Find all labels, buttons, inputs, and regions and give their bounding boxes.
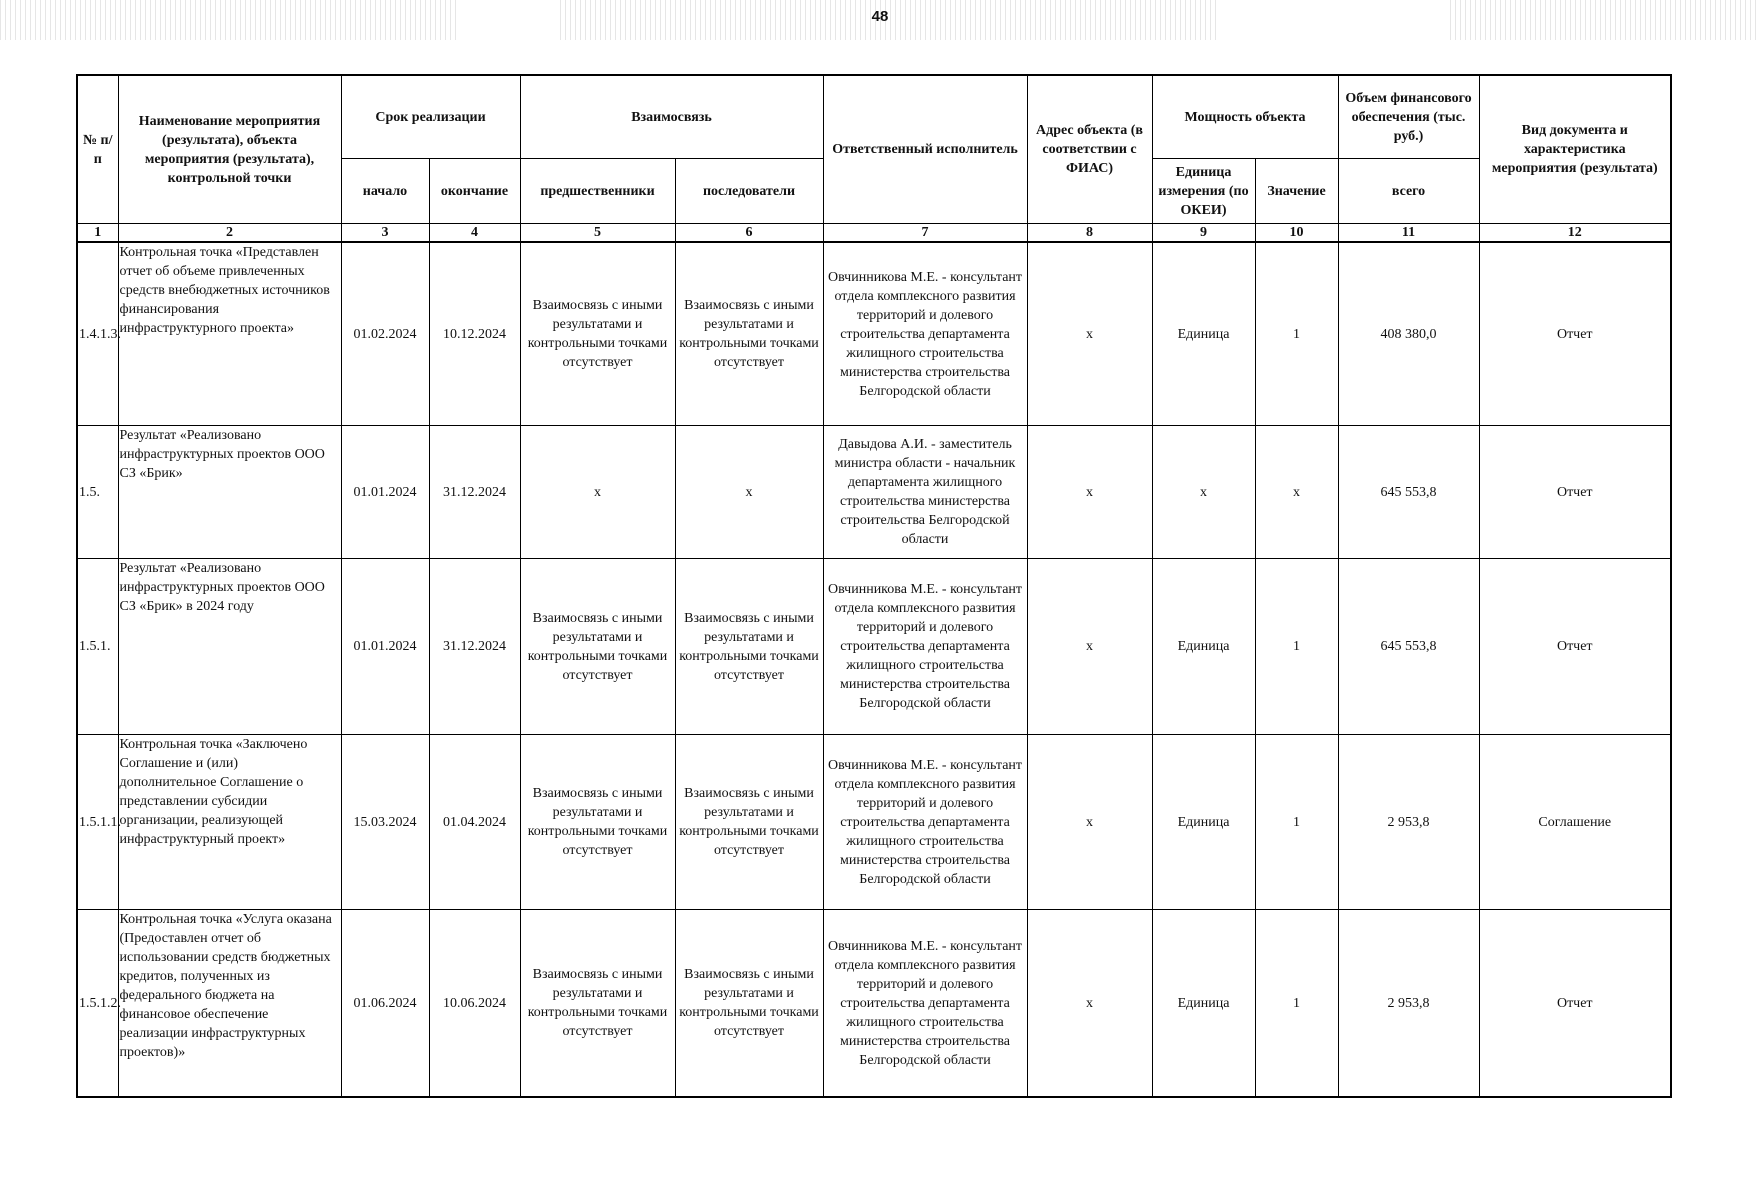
row-name: Результат «Реализовано инфраструктурных проектов ООО СЗ «Брик» — [118, 426, 341, 559]
table-row — [77, 910, 1671, 1098]
row-unit: Единица — [1152, 735, 1255, 910]
header-capacity: Мощность объекта — [1152, 75, 1338, 159]
col-number: 2 — [118, 224, 341, 243]
row-start: 01.01.2024 — [341, 559, 429, 735]
header-finance: Объем финансового обеспечения (тыс. руб.) — [1338, 75, 1479, 159]
row-value: х — [1255, 426, 1338, 559]
row-total: 645 553,8 — [1338, 559, 1479, 735]
table-row — [77, 559, 1671, 735]
col-number: 11 — [1338, 224, 1479, 243]
header-end: окончание — [429, 159, 520, 224]
table-row — [77, 426, 1671, 559]
row-total: 408 380,0 — [1338, 242, 1479, 426]
row-unit: Единица — [1152, 242, 1255, 426]
row-successors: Взаимосвязь с иными результатами и контрольными точками отсутствует — [675, 910, 823, 1098]
col-number: 7 — [823, 224, 1027, 243]
header-value: Значение — [1255, 159, 1338, 224]
row-responsible: Овчинникова М.Е. - консультант отдела комплексного развития территорий и долевого строительства департамента жилищного строительства министерства строительства Белгородской области — [823, 910, 1027, 1098]
plan-table — [76, 74, 1672, 1098]
table-body — [77, 242, 1671, 1097]
col-number: 12 — [1479, 224, 1671, 243]
table-row — [77, 242, 1671, 426]
header-predecessors: предшественники — [520, 159, 675, 224]
row-start: 15.03.2024 — [341, 735, 429, 910]
row-doc: Отчет — [1479, 910, 1671, 1098]
row-start: 01.06.2024 — [341, 910, 429, 1098]
row-end: 10.12.2024 — [429, 242, 520, 426]
row-responsible: Овчинникова М.Е. - консультант отдела комплексного развития территорий и долевого строительства департамента жилищного строительства министерства строительства Белгородской области — [823, 735, 1027, 910]
row-unit: Единица — [1152, 559, 1255, 735]
col-number: 10 — [1255, 224, 1338, 243]
col-number: 5 — [520, 224, 675, 243]
row-value: 1 — [1255, 559, 1338, 735]
row-doc: Отчет — [1479, 559, 1671, 735]
row-doc: Отчет — [1479, 242, 1671, 426]
header-period: Срок реализации — [341, 75, 520, 159]
row-total: 2 953,8 — [1338, 735, 1479, 910]
row-end: 31.12.2024 — [429, 426, 520, 559]
row-number: 1.5.1.1. — [77, 735, 118, 910]
row-number: 1.5. — [77, 426, 118, 559]
table-row — [77, 735, 1671, 910]
row-end: 10.06.2024 — [429, 910, 520, 1098]
col-number: 9 — [1152, 224, 1255, 243]
row-successors: Взаимосвязь с иными результатами и контрольными точками отсутствует — [675, 735, 823, 910]
col-number: 4 — [429, 224, 520, 243]
row-value: 1 — [1255, 735, 1338, 910]
header-name: Наименование мероприятия (результата), объекта мероприятия (результата), контрольной точки — [118, 75, 341, 224]
header-responsible: Ответственный исполнитель — [823, 75, 1027, 224]
page-number: 48 — [871, 8, 889, 25]
row-name: Контрольная точка «Представлен отчет об объеме привлеченных средств внебюджетных источников финансирования инфраструктурного проекта» — [118, 242, 341, 426]
table-header — [77, 75, 1671, 242]
row-start: 01.01.2024 — [341, 426, 429, 559]
row-predecessors: Взаимосвязь с иными результатами и контрольными точками отсутствует — [520, 559, 675, 735]
row-predecessors: Взаимосвязь с иными результатами и контрольными точками отсутствует — [520, 910, 675, 1098]
row-responsible: Овчинникова М.Е. - консультант отдела комплексного развития территорий и долевого строительства департамента жилищного строительства министерства строительства Белгородской области — [823, 559, 1027, 735]
header-start: начало — [341, 159, 429, 224]
row-number: 1.5.1. — [77, 559, 118, 735]
row-responsible: Овчинникова М.Е. - консультант отдела комплексного развития территорий и долевого строительства департамента жилищного строительства министерства строительства Белгородской области — [823, 242, 1027, 426]
col-number: 1 — [77, 224, 118, 243]
row-unit: Единица — [1152, 910, 1255, 1098]
row-address: х — [1027, 910, 1152, 1098]
header-num: № п/п — [77, 75, 118, 224]
row-responsible: Давыдова А.И. - заместитель министра области - начальник департамента жилищного строительства министерства строительства Белгородской области — [823, 426, 1027, 559]
row-predecessors: х — [520, 426, 675, 559]
header-unit: Единица измерения (по ОКЕИ) — [1152, 159, 1255, 224]
row-name: Контрольная точка «Заключено Соглашение и (или) дополнительное Соглашение о представлении субсидии организации, реализующей инфраструктурный проект» — [118, 735, 341, 910]
row-name: Результат «Реализовано инфраструктурных проектов ООО СЗ «Брик» в 2024 году — [118, 559, 341, 735]
row-successors: Взаимосвязь с иными результатами и контрольными точками отсутствует — [675, 559, 823, 735]
row-number: 1.5.1.2. — [77, 910, 118, 1098]
row-doc: Соглашение — [1479, 735, 1671, 910]
row-unit: х — [1152, 426, 1255, 559]
row-start: 01.02.2024 — [341, 242, 429, 426]
row-address: х — [1027, 242, 1152, 426]
row-end: 31.12.2024 — [429, 559, 520, 735]
row-successors: х — [675, 426, 823, 559]
col-number: 8 — [1027, 224, 1152, 243]
row-address: х — [1027, 426, 1152, 559]
row-predecessors: Взаимосвязь с иными результатами и контрольными точками отсутствует — [520, 242, 675, 426]
row-address: х — [1027, 735, 1152, 910]
header-doc: Вид документа и характеристика мероприятия (результата) — [1479, 75, 1671, 224]
row-address: х — [1027, 559, 1152, 735]
col-number: 6 — [675, 224, 823, 243]
header-total: всего — [1338, 159, 1479, 224]
row-value: 1 — [1255, 910, 1338, 1098]
row-value: 1 — [1255, 242, 1338, 426]
header-successors: последователи — [675, 159, 823, 224]
row-number: 1.4.1.3. — [77, 242, 118, 426]
col-number: 3 — [341, 224, 429, 243]
row-name: Контрольная точка «Услуга оказана (Предоставлен отчет об использовании средств бюджетных кредитов, полученных из федерального бюджета на финансовое обеспечение реализации инфраструктурных проектов)» — [118, 910, 341, 1098]
row-end: 01.04.2024 — [429, 735, 520, 910]
row-total: 645 553,8 — [1338, 426, 1479, 559]
row-total: 2 953,8 — [1338, 910, 1479, 1098]
header-address: Адрес объекта (в соответствии с ФИАС) — [1027, 75, 1152, 224]
column-number-row — [77, 224, 1671, 243]
row-predecessors: Взаимосвязь с иными результатами и контрольными точками отсутствует — [520, 735, 675, 910]
row-successors: Взаимосвязь с иными результатами и контрольными точками отсутствует — [675, 242, 823, 426]
header-relation: Взаимосвязь — [520, 75, 823, 159]
row-doc: Отчет — [1479, 426, 1671, 559]
